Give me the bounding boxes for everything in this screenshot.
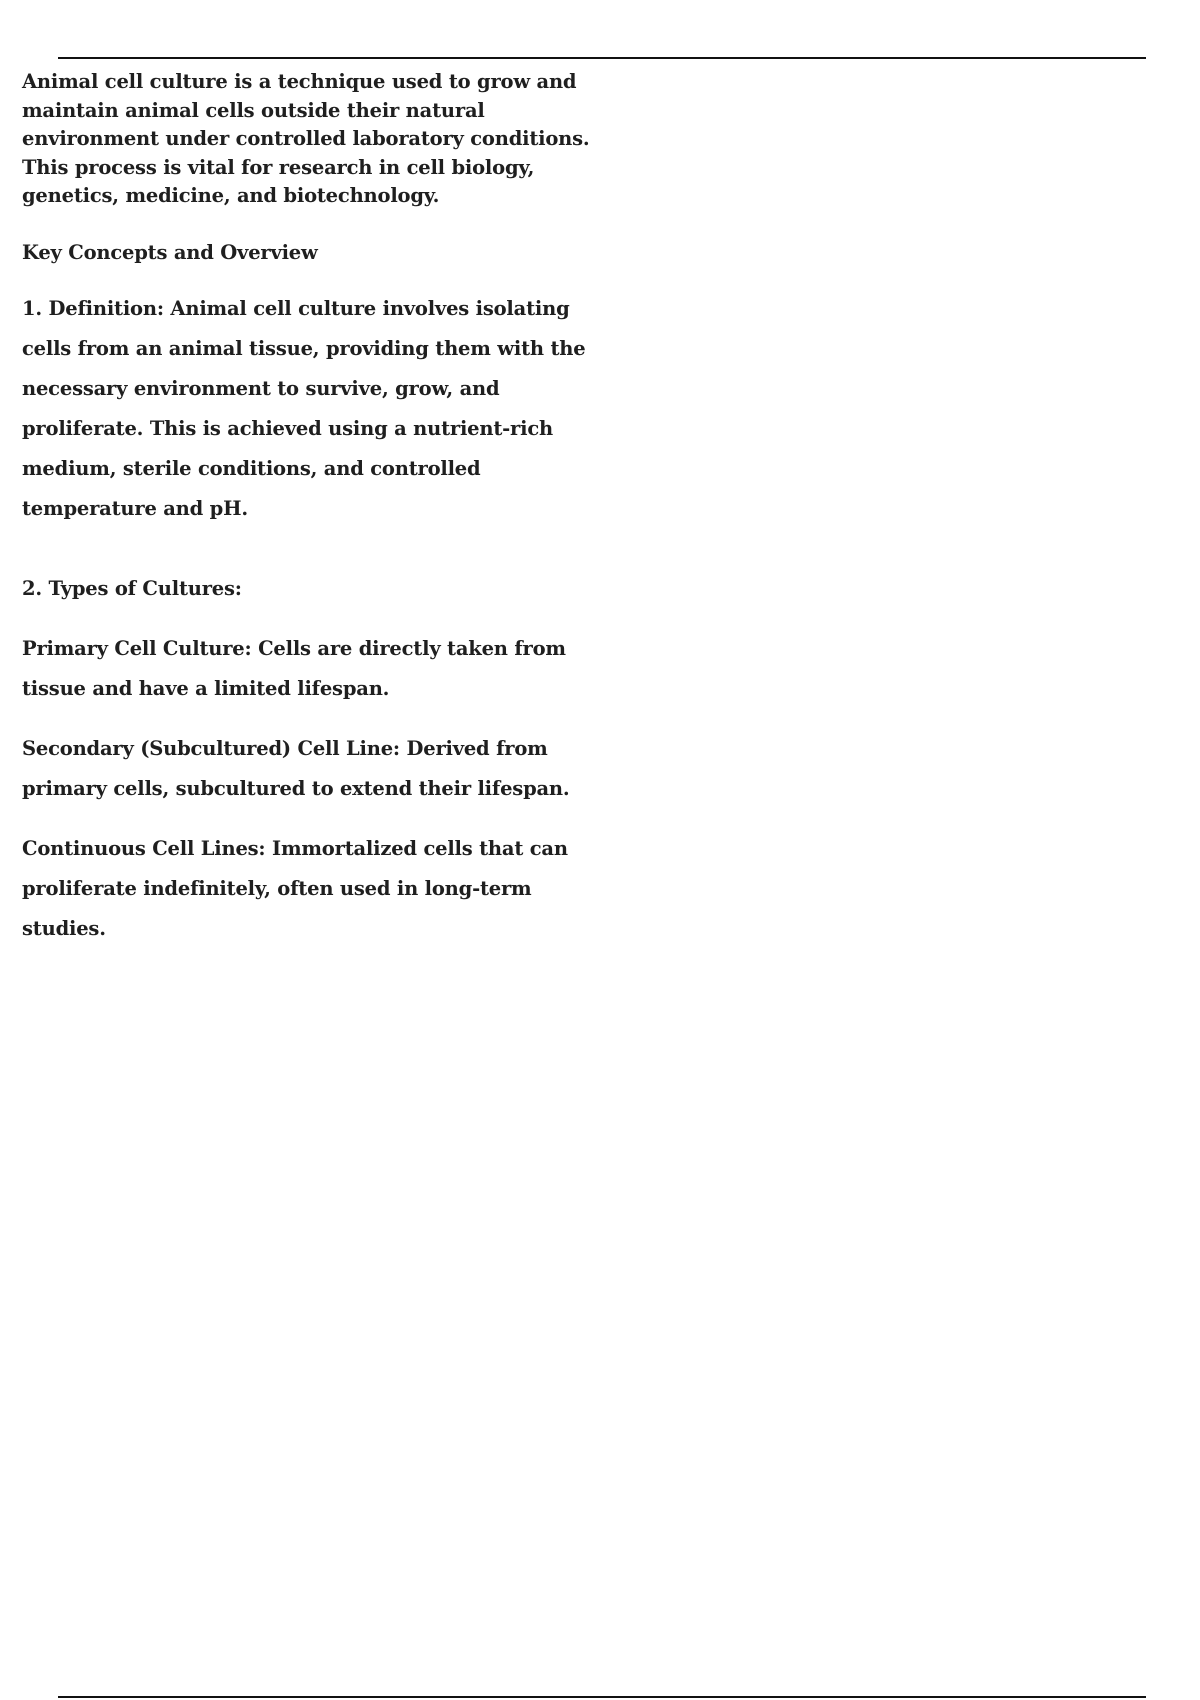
document-body (22, 68, 612, 949)
top-rule (58, 57, 1146, 59)
definition-paragraph: 1. Definition: Animal cell culture involves isolating cells from an animal tissue, providing them with the necessary environment to survive, grow, and proliferate. This is achieved using a nutrient-rich medium, sterile conditions, and controlled temperature and pH. (22, 296, 586, 520)
section-heading: Key Concepts and Overview (22, 240, 318, 264)
bottom-rule (58, 1696, 1146, 1698)
primary-culture-paragraph: Primary Cell Culture: Cells are directly taken from tissue and have a limited lifespan. (22, 636, 566, 700)
types-heading: 2. Types of Cultures: (22, 576, 242, 600)
intro-paragraph: Animal cell culture is a technique used to grow and maintain animal cells outside their natural environment under controlled laboratory conditions. This process is vital for research in cell biology, genetics, medicine, and biotechnology. (22, 70, 590, 207)
continuous-cell-lines-paragraph: Continuous Cell Lines: Immortalized cells that can proliferate indefinitely, often used in long-term studies. (22, 836, 568, 940)
secondary-cell-line-paragraph: Secondary (Subcultured) Cell Line: Derived from primary cells, subcultured to extend their lifespan. (22, 736, 570, 800)
